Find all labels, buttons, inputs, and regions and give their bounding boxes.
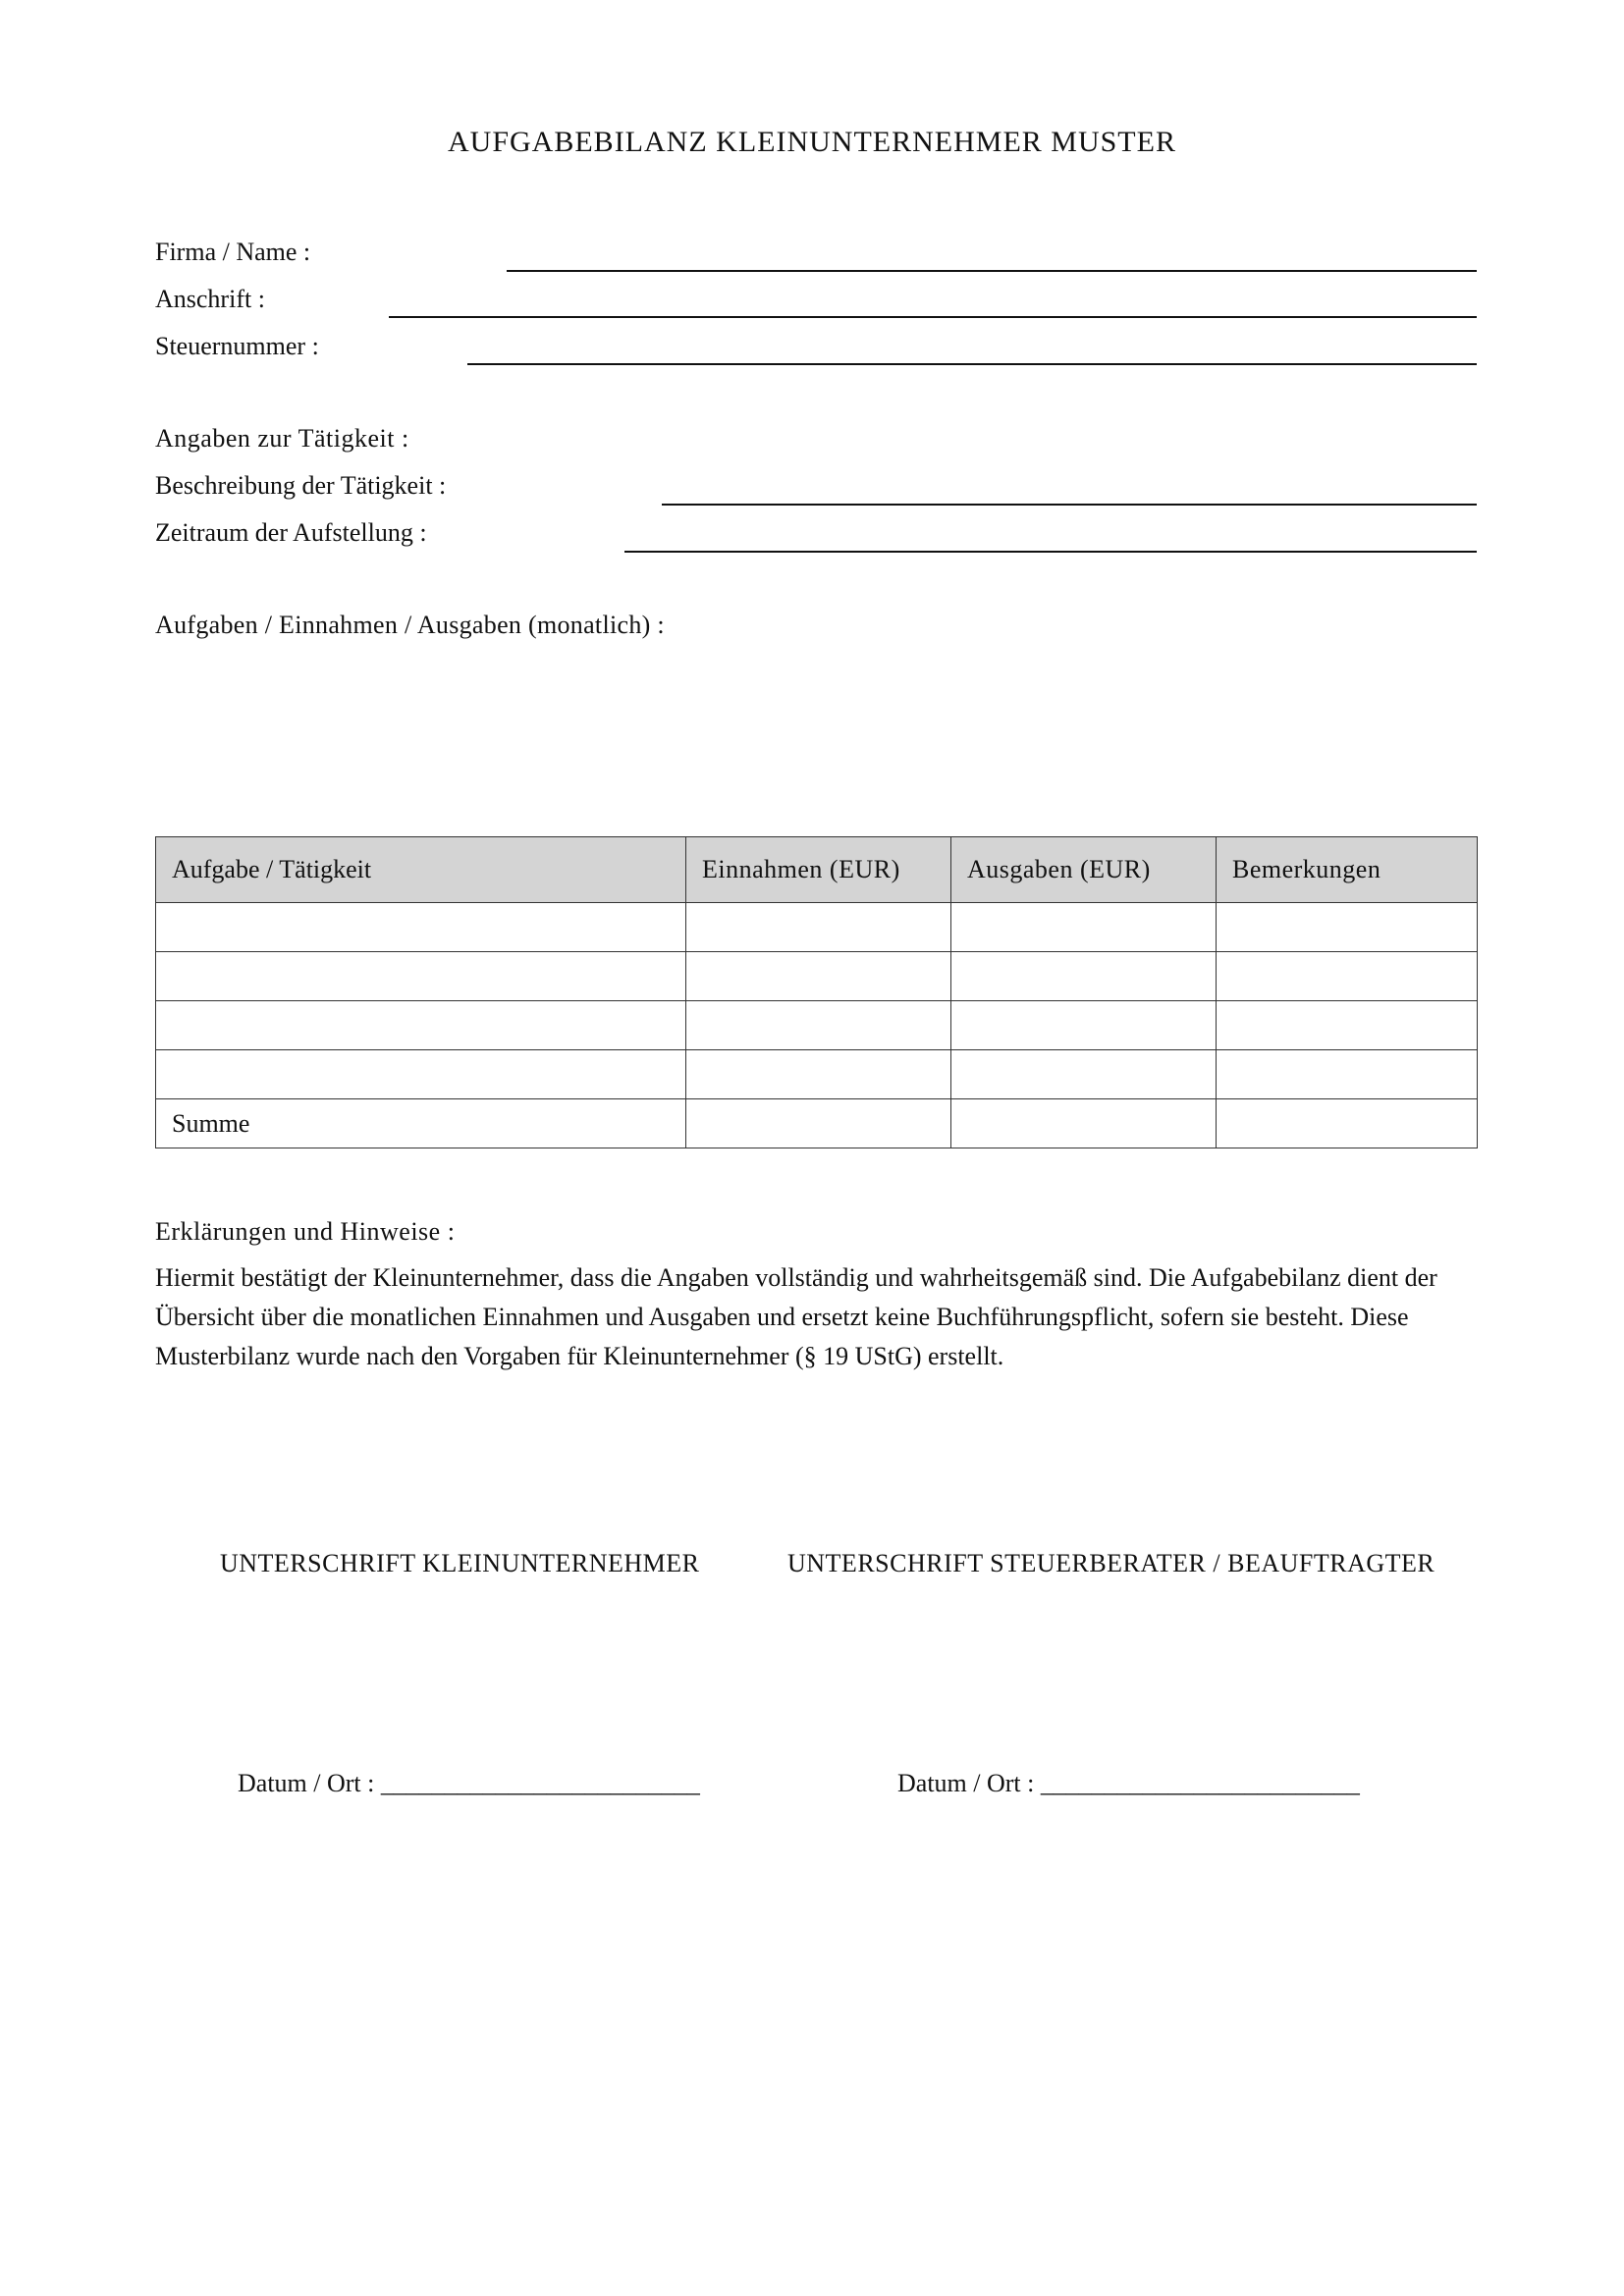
table-cell[interactable] [156,1050,686,1099]
document-title: AUFGABEBILANZ KLEINUNTERNEHMER MUSTER [448,126,1176,158]
table-cell[interactable] [951,903,1217,952]
table-cell[interactable] [156,952,686,1001]
sum-einnahmen-cell[interactable] [686,1099,951,1148]
table-row [156,1001,1478,1050]
table-row [156,903,1478,952]
table-cell[interactable] [156,1001,686,1050]
table-cell[interactable] [686,1001,951,1050]
table-cell[interactable] [951,952,1217,1001]
table-cell[interactable] [1217,903,1478,952]
table-header-row [156,837,1478,903]
column-header-ausgaben: Ausgaben (EUR) [951,837,1217,903]
table-heading: Aufgaben / Einnahmen / Ausgaben (monatlich) : [155,611,665,639]
activity-heading: Angaben zur Tätigkeit : [155,424,409,453]
steuernummer-field[interactable] [467,363,1477,365]
table-row [156,952,1478,1001]
zeitraum-label: Zeitraum der Aufstellung : [155,518,427,547]
balance-table [155,836,1478,1148]
beschreibung-field[interactable] [662,504,1477,506]
table-cell[interactable] [1217,1001,1478,1050]
column-header-einnahmen: Einnahmen (EUR) [686,837,951,903]
table-cell[interactable] [686,1050,951,1099]
table-cell[interactable] [951,1050,1217,1099]
anschrift-field[interactable] [389,316,1477,318]
notes-paragraph: Hiermit bestätigt der Kleinunternehmer, dass die Angaben vollständig und wahrheitsgemäß sind. Die Aufgabebilanz dient der Übersicht über die monatlichen Einnahmen und Ausgaben und ersetzt keine Buchführungspflicht, sofern sie besteht. Diese Musterbilanz wurde nach den Vorgaben für Kleinunternehmer (§ 19 UStG) erstellt. [155,1263,1437,1370]
beschreibung-label: Beschreibung der Tätigkeit : [155,471,447,500]
table-cell[interactable] [1217,952,1478,1001]
steuernummer-label: Steuernummer : [155,332,319,360]
signature-label-kleinunternehmer: UNTERSCHRIFT KLEINUNTERNEHMER [220,1549,700,1577]
table-cell[interactable] [156,903,686,952]
table-row [156,1050,1478,1099]
firma-name-field[interactable] [507,270,1477,272]
sum-label: Summe [156,1099,686,1148]
table-cell[interactable] [686,903,951,952]
table-sum-row [156,1099,1478,1148]
column-header-aufgabe: Aufgabe / Tätigkeit [156,837,686,903]
date-place-right[interactable]: Datum / Ort : _________________________ [897,1769,1360,1797]
date-place-left[interactable]: Datum / Ort : _________________________ [238,1769,700,1797]
sum-bemerkungen-cell[interactable] [1217,1099,1478,1148]
notes-heading: Erklärungen und Hinweise : [155,1217,456,1246]
sum-ausgaben-cell[interactable] [951,1099,1217,1148]
anschrift-label: Anschrift : [155,285,265,313]
zeitraum-field[interactable] [624,551,1477,553]
signature-label-steuerberater: UNTERSCHRIFT STEUERBERATER / BEAUFTRAGTER [787,1549,1435,1577]
table-cell[interactable] [951,1001,1217,1050]
column-header-bemerkungen: Bemerkungen [1217,837,1478,903]
table-cell[interactable] [1217,1050,1478,1099]
table-cell[interactable] [686,952,951,1001]
firma-name-label: Firma / Name : [155,238,311,266]
